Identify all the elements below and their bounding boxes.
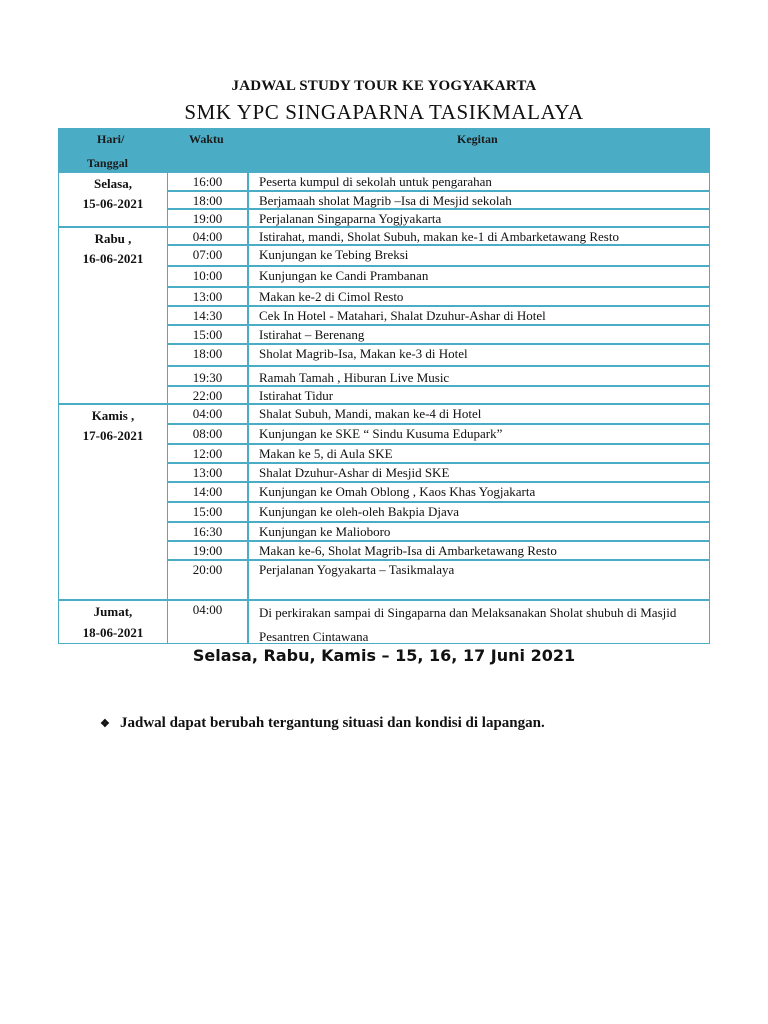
activity-cell: Ramah Tamah , Hiburan Live Music: [248, 366, 710, 386]
table-row: [168, 172, 710, 191]
time-cell: 19:30: [168, 366, 248, 386]
table-row: [168, 209, 710, 227]
schedule-title: JADWAL STUDY TOUR KE YOGYAKARTA: [231, 78, 537, 94]
table-row: [168, 245, 710, 266]
day-name: Jumat,: [93, 604, 133, 619]
header-hari: Hari/: [97, 132, 125, 146]
table-row: [168, 463, 710, 482]
time-cell: 13:00: [168, 463, 248, 482]
day-date: 16-06-2021: [82, 251, 144, 266]
table-row: [168, 444, 710, 463]
table-row: [168, 287, 710, 306]
activity-cell: Kunjungan ke Candi Prambanan: [248, 266, 710, 287]
diamond-bullet-icon: ❖: [100, 718, 110, 730]
table-row: [168, 266, 710, 287]
activity-cell: Kunjungan ke Omah Oblong , Kaos Khas Yogjakarta: [248, 482, 710, 502]
time-cell: 15:00: [168, 502, 248, 522]
time-cell: 14:30: [168, 306, 248, 325]
table-row: [168, 366, 710, 386]
day-cell-rabu: [58, 227, 168, 404]
activity-cell: Peserta kumpul di sekolah untuk pengarahan: [248, 172, 710, 191]
activity-cell: Makan ke-2 di Cimol Resto: [248, 287, 710, 306]
time-cell: 18:00: [168, 191, 248, 209]
day-name: Selasa,: [94, 176, 132, 191]
time-cell: 04:00: [168, 227, 248, 245]
note-text: Jadwal dapat berubah tergantung situasi dan kondisi di lapangan.: [120, 715, 545, 731]
activity-cell: Shalat Subuh, Mandi, makan ke-4 di Hotel: [248, 404, 710, 424]
header-kegiatan: Kegitan: [457, 132, 498, 146]
time-cell: 19:00: [168, 541, 248, 560]
table-row: [168, 404, 710, 424]
time-cell: 18:00: [168, 344, 248, 366]
table-row: [168, 344, 710, 366]
activity-cell: Kunjungan ke Tebing Breksi: [248, 245, 710, 266]
header-waktu: Waktu: [189, 132, 224, 146]
table-row: [168, 325, 710, 344]
time-cell: 16:00: [168, 172, 248, 191]
table-row: [168, 560, 710, 600]
table-row: [168, 502, 710, 522]
time-cell: 14:00: [168, 482, 248, 502]
time-cell: 16:30: [168, 522, 248, 541]
time-cell: 19:00: [168, 209, 248, 227]
time-cell: 10:00: [168, 266, 248, 287]
day-cell-jumat: [58, 600, 168, 644]
time-cell: 22:00: [168, 386, 248, 404]
activity-cell: Istirahat, mandi, Sholat Subuh, makan ke-1 di Ambarketawang Resto: [248, 227, 710, 245]
day-cell-selasa: [58, 172, 168, 227]
activity-cell: Kunjungan ke oleh-oleh Bakpia Djava: [248, 502, 710, 522]
day-cell-kamis: [58, 404, 168, 600]
activity-cell: Berjamaah sholat Magrib –Isa di Mesjid sekolah: [248, 191, 710, 209]
day-name: Kamis ,: [91, 408, 135, 423]
table-row: [168, 306, 710, 325]
activity-cell: Istirahat – Berenang: [248, 325, 710, 344]
activity-cell: Makan ke 5, di Aula SKE: [248, 444, 710, 463]
activity-cell: Kunjungan ke Malioboro: [248, 522, 710, 541]
table-row: [168, 522, 710, 541]
time-cell: 04:00: [168, 404, 248, 424]
time-cell: 07:00: [168, 245, 248, 266]
time-cell: 20:00: [168, 560, 248, 600]
activity-cell: Istirahat Tidur: [248, 386, 710, 404]
time-cell: 15:00: [168, 325, 248, 344]
activity-cell: Shalat Dzuhur-Ashar di Mesjid SKE: [248, 463, 710, 482]
activity-cell: Sholat Magrib-Isa, Makan ke-3 di Hotel: [248, 344, 710, 366]
activity-cell: Perjalanan Yogyakarta – Tasikmalaya: [248, 560, 710, 600]
time-cell: 12:00: [168, 444, 248, 463]
header-tanggal: Tanggal: [87, 156, 128, 170]
day-date: 15-06-2021: [82, 196, 144, 211]
activity-cell: Kunjungan ke SKE “ Sindu Kusuma Edupark”: [248, 424, 710, 444]
time-cell: 08:00: [168, 424, 248, 444]
day-date: 17-06-2021: [82, 428, 144, 443]
table-row: [168, 386, 710, 404]
table-header: [58, 128, 710, 172]
day-date: 18-06-2021: [82, 625, 144, 640]
school-name: SMK YPC SINGAPARNA TASIKMALAYA: [184, 100, 584, 124]
time-cell: 04:00: [168, 600, 248, 644]
activity-cell: Cek In Hotel - Matahari, Shalat Dzuhur-Ashar di Hotel: [248, 306, 710, 325]
day-name: Rabu ,: [94, 231, 132, 246]
schedule-note: [100, 715, 545, 732]
table-row: [168, 541, 710, 560]
table-row: [168, 482, 710, 502]
table-row: [168, 424, 710, 444]
activity-cell: Makan ke-6, Sholat Magrib-Isa di Ambarketawang Resto: [248, 541, 710, 560]
activity-cell: Di perkirakan sampai di Singaparna dan Melaksanakan Sholat shubuh di Masjid Pesantren Cintawana: [248, 600, 710, 644]
table-row: [168, 191, 710, 209]
table-row: [168, 227, 710, 245]
time-cell: 13:00: [168, 287, 248, 306]
activity-cell: Perjalanan Singaparna Yogjyakarta: [248, 209, 710, 227]
table-row: [168, 600, 710, 644]
tour-dates-summary: Selasa, Rabu, Kamis – 15, 16, 17 Juni 2021: [192, 646, 576, 665]
